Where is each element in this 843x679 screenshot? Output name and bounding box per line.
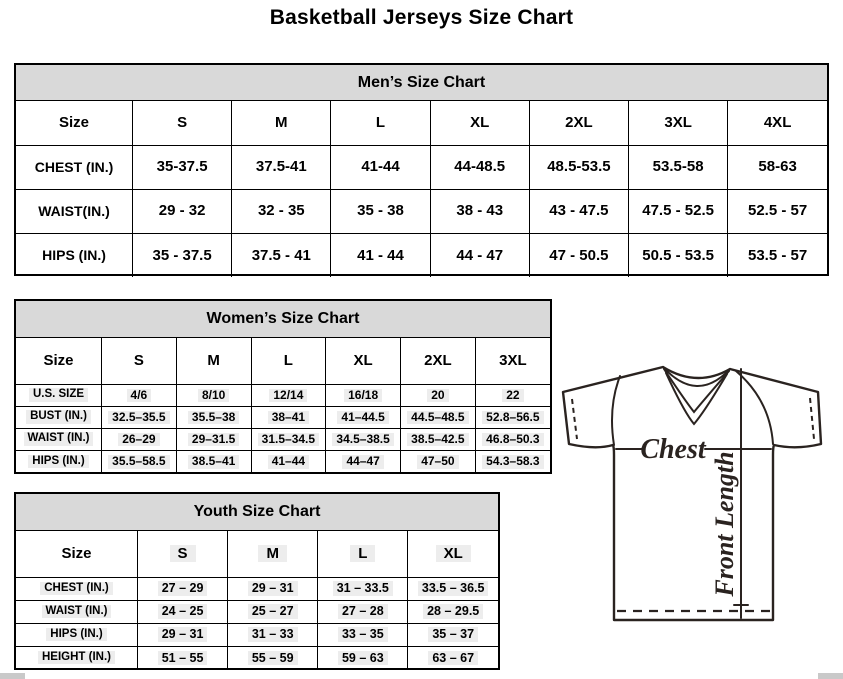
measurement-row: [16, 646, 498, 669]
size-column-header: XL: [326, 338, 401, 384]
size-column-header: 3XL: [475, 338, 550, 384]
value-cell: 31.5–34.5: [251, 428, 326, 450]
value-cell: 41–44.5: [326, 406, 401, 428]
value-cell: 33 – 35: [318, 623, 408, 646]
size-column-header: M: [176, 338, 251, 384]
size-column-header: M: [232, 101, 331, 145]
size-column-header: L: [251, 338, 326, 384]
womens-chart-title: Women’s Size Chart: [16, 301, 550, 338]
measurement-row: [16, 384, 550, 406]
row-label-cell: HIPS (IN.): [16, 623, 138, 646]
size-header-row: [16, 338, 550, 384]
value-cell: 32 - 35: [232, 189, 331, 233]
value-cell: 35 - 38: [331, 189, 430, 233]
value-cell: 24 – 25: [138, 600, 228, 623]
value-cell: 29 – 31: [138, 623, 228, 646]
row-label-cell: WAIST (IN.): [16, 600, 138, 623]
value-cell: 52.5 - 57: [728, 189, 827, 233]
value-cell: 35-37.5: [133, 145, 232, 189]
measurement-row: [16, 600, 498, 623]
size-header-row: [16, 531, 498, 577]
value-cell: 38 - 43: [430, 189, 529, 233]
measurement-row: [16, 406, 550, 428]
value-cell: 41–44: [251, 450, 326, 472]
value-cell: 44.5–48.5: [401, 406, 476, 428]
row-label-cell: WAIST(IN.): [16, 189, 133, 233]
womens-size-table: [16, 338, 550, 472]
value-cell: 20: [401, 384, 476, 406]
value-cell: 43 - 47.5: [529, 189, 628, 233]
womens-size-chart: [14, 299, 552, 474]
value-cell: 35.5–58.5: [102, 450, 177, 472]
youth-chart-title: Youth Size Chart: [16, 494, 498, 531]
jersey-outline: [563, 367, 821, 620]
size-column-header: M: [228, 531, 318, 577]
measurement-row: [16, 623, 498, 646]
size-column-header: L: [331, 101, 430, 145]
value-cell: 27 – 28: [318, 600, 408, 623]
value-cell: 28 – 29.5: [408, 600, 498, 623]
size-column-header: S: [138, 531, 228, 577]
value-cell: 35 - 37.5: [133, 233, 232, 277]
value-cell: 29 – 31: [228, 577, 318, 600]
value-cell: 34.5–38.5: [326, 428, 401, 450]
row-label-cell: WAIST (IN.): [16, 428, 102, 450]
value-cell: 31 – 33: [228, 623, 318, 646]
value-cell: 33.5 – 36.5: [408, 577, 498, 600]
value-cell: 37.5-41: [232, 145, 331, 189]
size-column-header: 3XL: [629, 101, 728, 145]
value-cell: 53.5-58: [629, 145, 728, 189]
value-cell: 38–41: [251, 406, 326, 428]
size-column-header: S: [133, 101, 232, 145]
youth-size-chart: [14, 492, 500, 670]
value-cell: 35.5–38: [176, 406, 251, 428]
mens-size-chart: [14, 63, 829, 276]
front-length-label: Front Length: [710, 451, 739, 597]
value-cell: 26–29: [102, 428, 177, 450]
measurement-row: [16, 145, 827, 189]
size-header-row: [16, 101, 827, 145]
size-corner-cell: Size: [16, 101, 133, 145]
size-corner-cell: Size: [16, 338, 102, 384]
row-label-cell: HEIGHT (IN.): [16, 646, 138, 669]
value-cell: 25 – 27: [228, 600, 318, 623]
chest-label: Chest: [640, 434, 706, 465]
page-title: Basketball Jerseys Size Chart: [269, 6, 574, 29]
size-column-header: L: [318, 531, 408, 577]
value-cell: 44-48.5: [430, 145, 529, 189]
value-cell: 37.5 - 41: [232, 233, 331, 277]
value-cell: 27 – 29: [138, 577, 228, 600]
value-cell: 31 – 33.5: [318, 577, 408, 600]
row-label-cell: U.S. SIZE: [16, 384, 102, 406]
jersey-measurement-diagram: [556, 352, 841, 648]
ui-fragment-left: [0, 673, 25, 679]
value-cell: 38.5–41: [176, 450, 251, 472]
right-cuff-stitch: [810, 398, 814, 439]
mens-size-table: [16, 101, 827, 277]
size-column-header: 2XL: [401, 338, 476, 384]
value-cell: 44–47: [326, 450, 401, 472]
value-cell: 47 - 50.5: [529, 233, 628, 277]
size-column-header: XL: [430, 101, 529, 145]
value-cell: 35 – 37: [408, 623, 498, 646]
youth-size-table: [16, 531, 498, 669]
value-cell: 52.8–56.5: [475, 406, 550, 428]
value-cell: 50.5 - 53.5: [629, 233, 728, 277]
measurement-row: [16, 428, 550, 450]
value-cell: 59 – 63: [318, 646, 408, 669]
size-column-header: 4XL: [728, 101, 827, 145]
collar-v-outer: [666, 373, 727, 424]
size-column-header: S: [102, 338, 177, 384]
left-armhole-seam: [612, 376, 620, 445]
row-label-cell: HIPS (IN.): [16, 450, 102, 472]
size-column-header: 2XL: [529, 101, 628, 145]
value-cell: 58-63: [728, 145, 827, 189]
value-cell: 48.5-53.5: [529, 145, 628, 189]
value-cell: 44 - 47: [430, 233, 529, 277]
row-label-cell: HIPS (IN.): [16, 233, 133, 277]
value-cell: 47.5 - 52.5: [629, 189, 728, 233]
value-cell: 46.8–50.3: [475, 428, 550, 450]
value-cell: 4/6: [102, 384, 177, 406]
ui-fragment-right: [818, 673, 843, 679]
measurement-row: [16, 233, 827, 277]
row-label-cell: BUST (IN.): [16, 406, 102, 428]
measurement-row: [16, 450, 550, 472]
value-cell: 53.5 - 57: [728, 233, 827, 277]
value-cell: 47–50: [401, 450, 476, 472]
mens-chart-title: Men’s Size Chart: [16, 65, 827, 101]
value-cell: 16/18: [326, 384, 401, 406]
row-label-cell: CHEST (IN.): [16, 145, 133, 189]
value-cell: 63 – 67: [408, 646, 498, 669]
value-cell: 22: [475, 384, 550, 406]
value-cell: 38.5–42.5: [401, 428, 476, 450]
size-column-header: XL: [408, 531, 498, 577]
left-cuff-stitch: [572, 399, 577, 439]
value-cell: 54.3–58.3: [475, 450, 550, 472]
value-cell: 29–31.5: [176, 428, 251, 450]
row-label-cell: CHEST (IN.): [16, 577, 138, 600]
value-cell: 32.5–35.5: [102, 406, 177, 428]
value-cell: 55 – 59: [228, 646, 318, 669]
measurement-row: [16, 577, 498, 600]
value-cell: 8/10: [176, 384, 251, 406]
value-cell: 41 - 44: [331, 233, 430, 277]
size-corner-cell: Size: [16, 531, 138, 577]
value-cell: 41-44: [331, 145, 430, 189]
value-cell: 12/14: [251, 384, 326, 406]
value-cell: 51 – 55: [138, 646, 228, 669]
measurement-row: [16, 189, 827, 233]
value-cell: 29 - 32: [133, 189, 232, 233]
